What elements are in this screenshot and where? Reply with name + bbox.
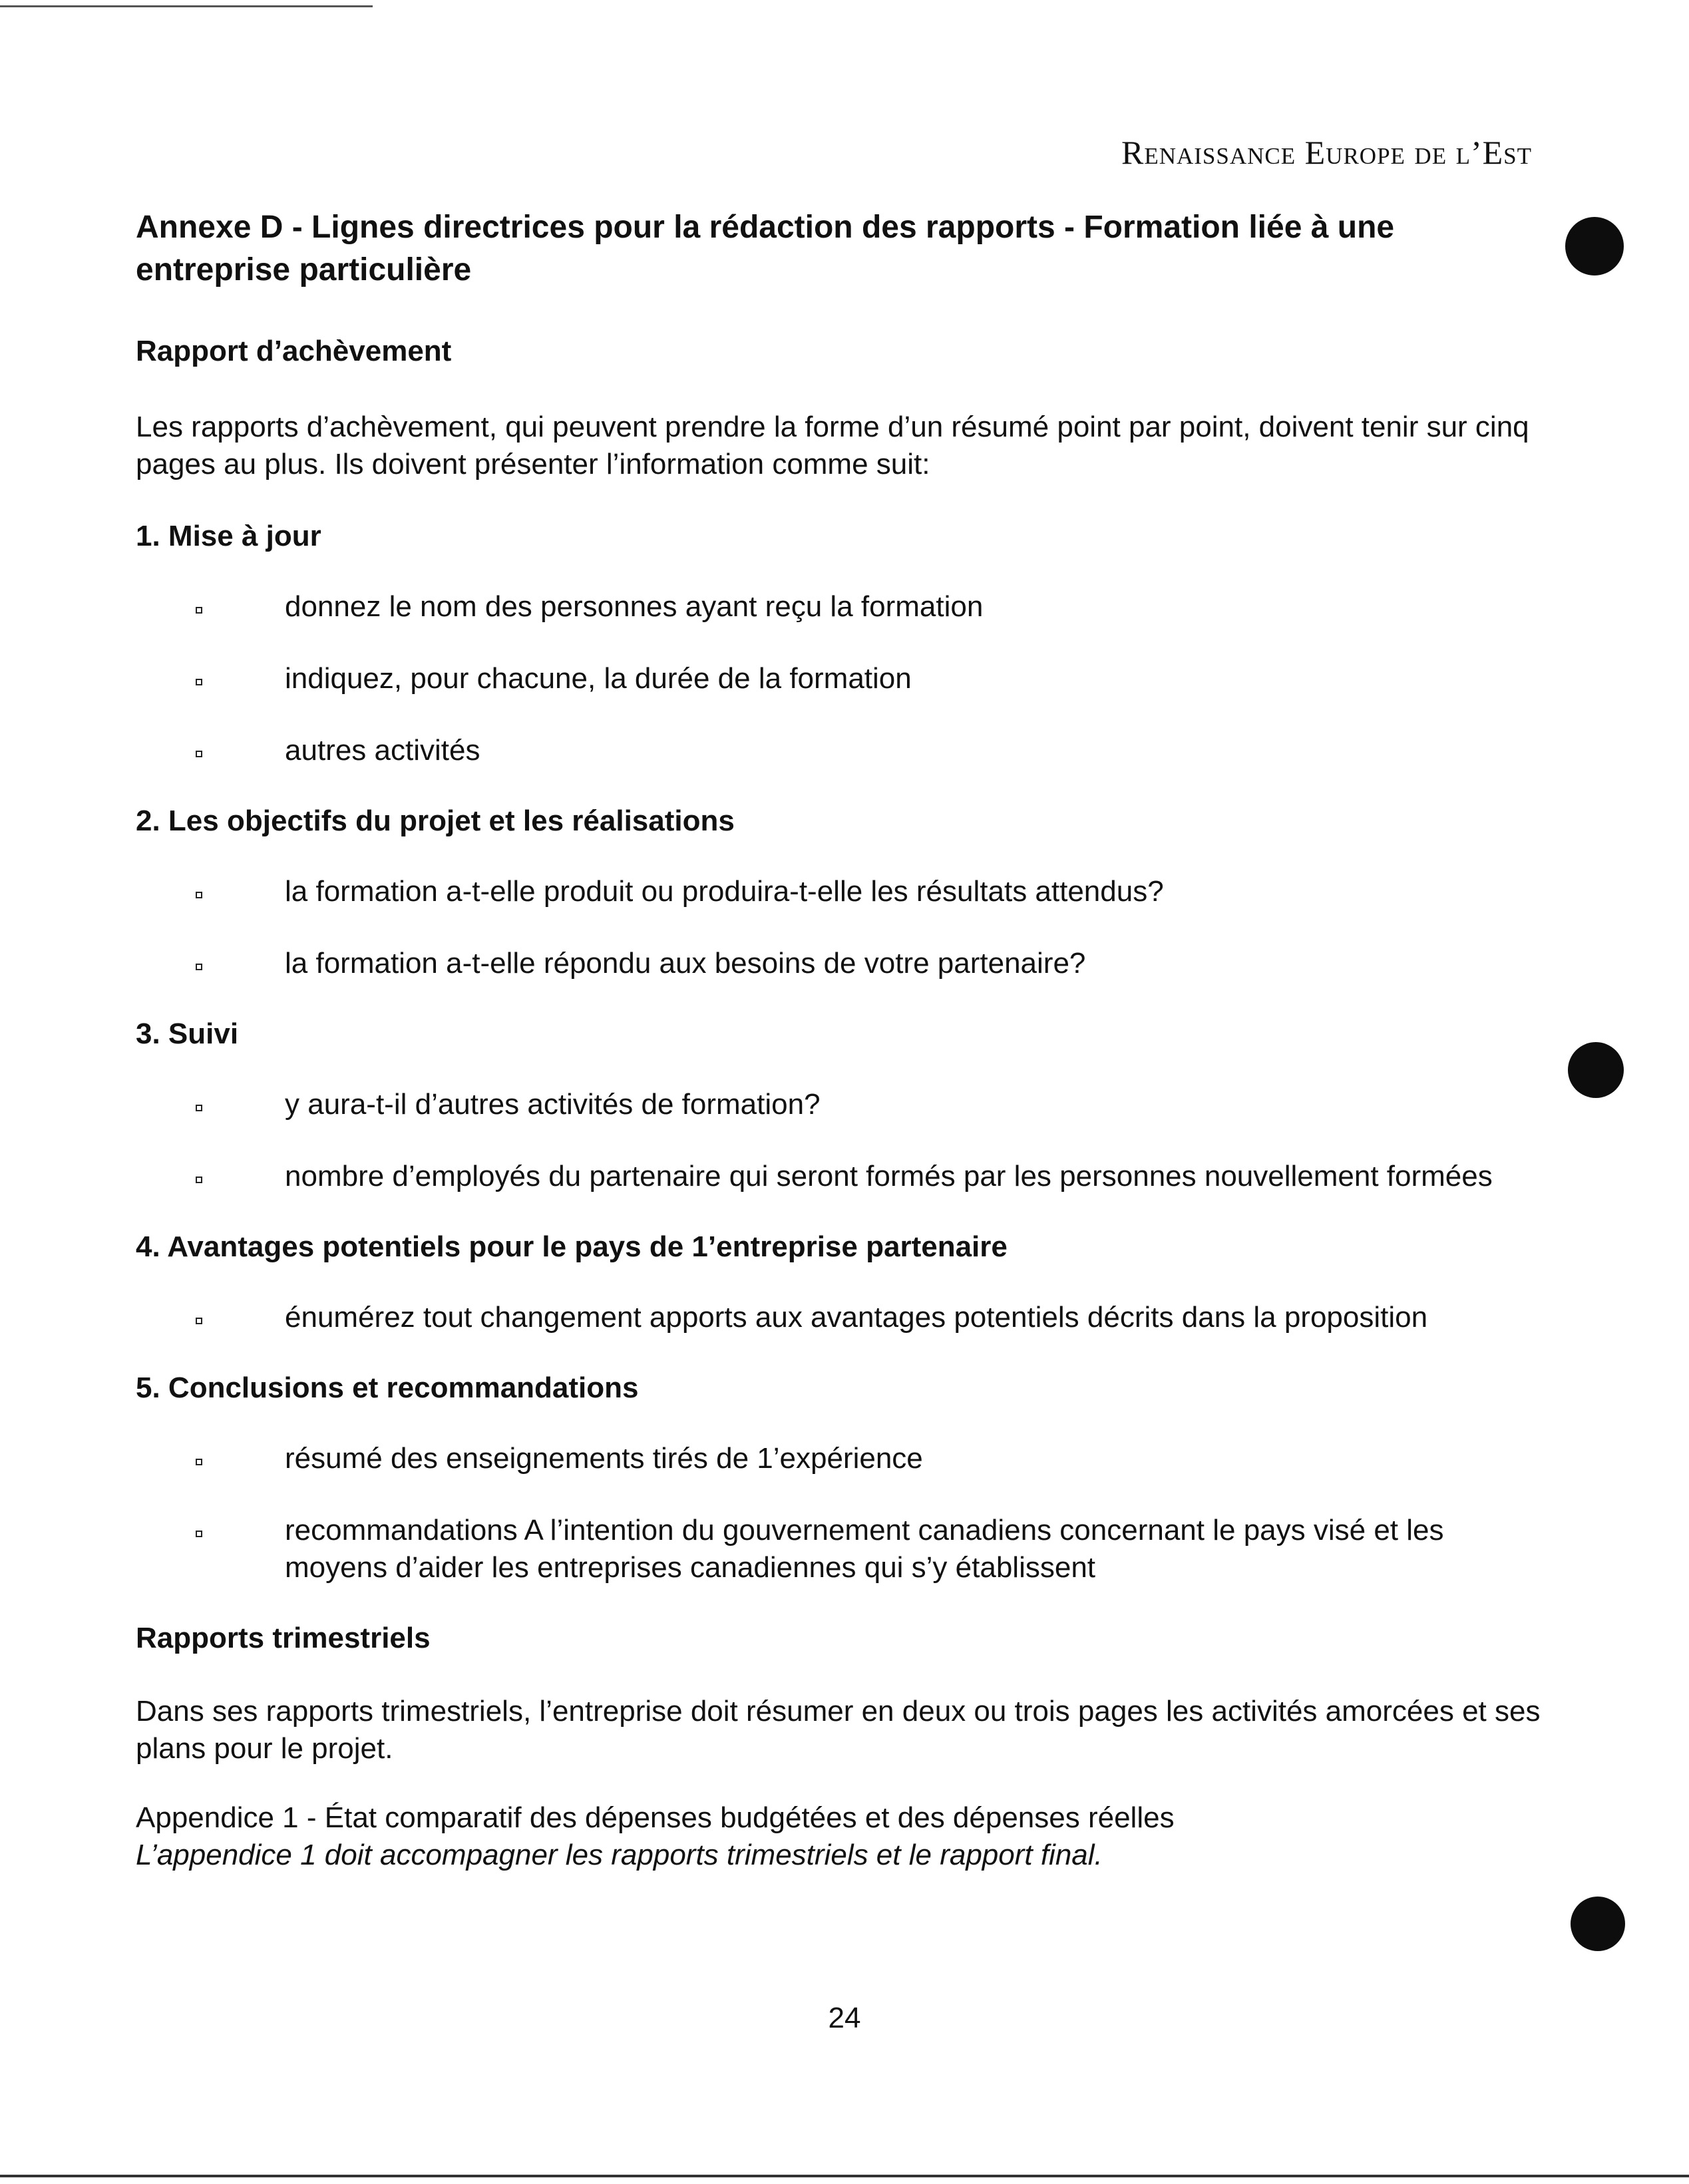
section-heading: 4. Avantages potentiels pour le pays de 1’entreprise partenaire: [136, 1230, 1008, 1263]
square-bullet-icon: [196, 679, 202, 685]
list-item: la formation a-t-elle produit ou produira-t-elle les résultats attendus?: [136, 873, 1600, 910]
appendix-line: Appendice 1 - État comparatif des dépenses budgétées et des dépenses réelles: [136, 1801, 1175, 1834]
square-bullet-icon: [196, 1105, 202, 1111]
square-bullet-icon: [196, 1177, 202, 1183]
main-content: [136, 206, 1600, 1874]
list-item: résumé des enseignements tirés de 1’expérience: [136, 1440, 1600, 1477]
running-header: Renaissance Europe de l’Est: [1121, 134, 1532, 171]
appendix-note: L’appendice 1 doit accompagner les rapports trimestriels et le rapport final.: [136, 1839, 1103, 1871]
quarterly-heading: Rapports trimestriels: [136, 1622, 431, 1654]
punch-hole-icon: [1571, 1897, 1625, 1951]
list-item: nombre d’employés du partenaire qui seront formés par les personnes nouvellement formées: [136, 1158, 1600, 1195]
page-number: 24: [828, 2002, 861, 2034]
section-heading: 5. Conclusions et recommandations: [136, 1371, 639, 1404]
section-heading: 2. Les objectifs du projet et les réalisations: [136, 805, 735, 837]
quarterly-body: Dans ses rapports trimestriels, l’entreprise doit résumer en deux ou trois pages les activités amorcées et ses plans pour le projet.: [136, 1695, 1541, 1765]
square-bullet-icon: [196, 964, 202, 970]
square-bullet-icon: [196, 1318, 202, 1324]
section-heading: 1. Mise à jour: [136, 520, 321, 552]
scan-edge-bottom: [0, 2175, 1689, 2177]
scan-edge-top: [0, 5, 373, 7]
bullet-list: [136, 1299, 1600, 1336]
square-bullet-icon: [196, 1531, 202, 1537]
list-item: la formation a-t-elle répondu aux besoins de votre partenaire?: [136, 945, 1600, 982]
list-item: énumérez tout changement apports aux avantages potentiels décrits dans la proposition: [136, 1299, 1600, 1336]
square-bullet-icon: [196, 892, 202, 898]
section-heading: 3. Suivi: [136, 1017, 239, 1050]
list-item: recommandations A l’intention du gouvernement canadiens concernant le pays visé et les moyens d’aider les entreprises canadiennes qui s’y établissent: [136, 1512, 1516, 1586]
completion-heading: Rapport d’achèvement: [136, 335, 452, 367]
bullet-list: [136, 1086, 1600, 1195]
square-bullet-icon: [196, 751, 202, 757]
bullet-list: [136, 1440, 1600, 1586]
bullet-list: [136, 588, 1600, 769]
list-item: indiquez, pour chacune, la durée de la formation: [136, 660, 1600, 697]
list-item: y aura-t-il d’autres activités de formation?: [136, 1086, 1600, 1123]
square-bullet-icon: [196, 607, 202, 614]
list-item: autres activités: [136, 732, 1600, 769]
square-bullet-icon: [196, 1459, 202, 1465]
completion-intro: Les rapports d’achèvement, qui peuvent prendre la forme d’un résumé point par point, doivent tenir sur cinq pages au plus. Ils doivent présenter l’information comme suit:: [136, 411, 1529, 480]
page-title: Annexe D - Lignes directrices pour la rédaction des rapports - Formation liée à une entreprise particulière: [136, 210, 1395, 287]
list-item: donnez le nom des personnes ayant reçu la formation: [136, 588, 1600, 626]
bullet-list: [136, 873, 1600, 982]
